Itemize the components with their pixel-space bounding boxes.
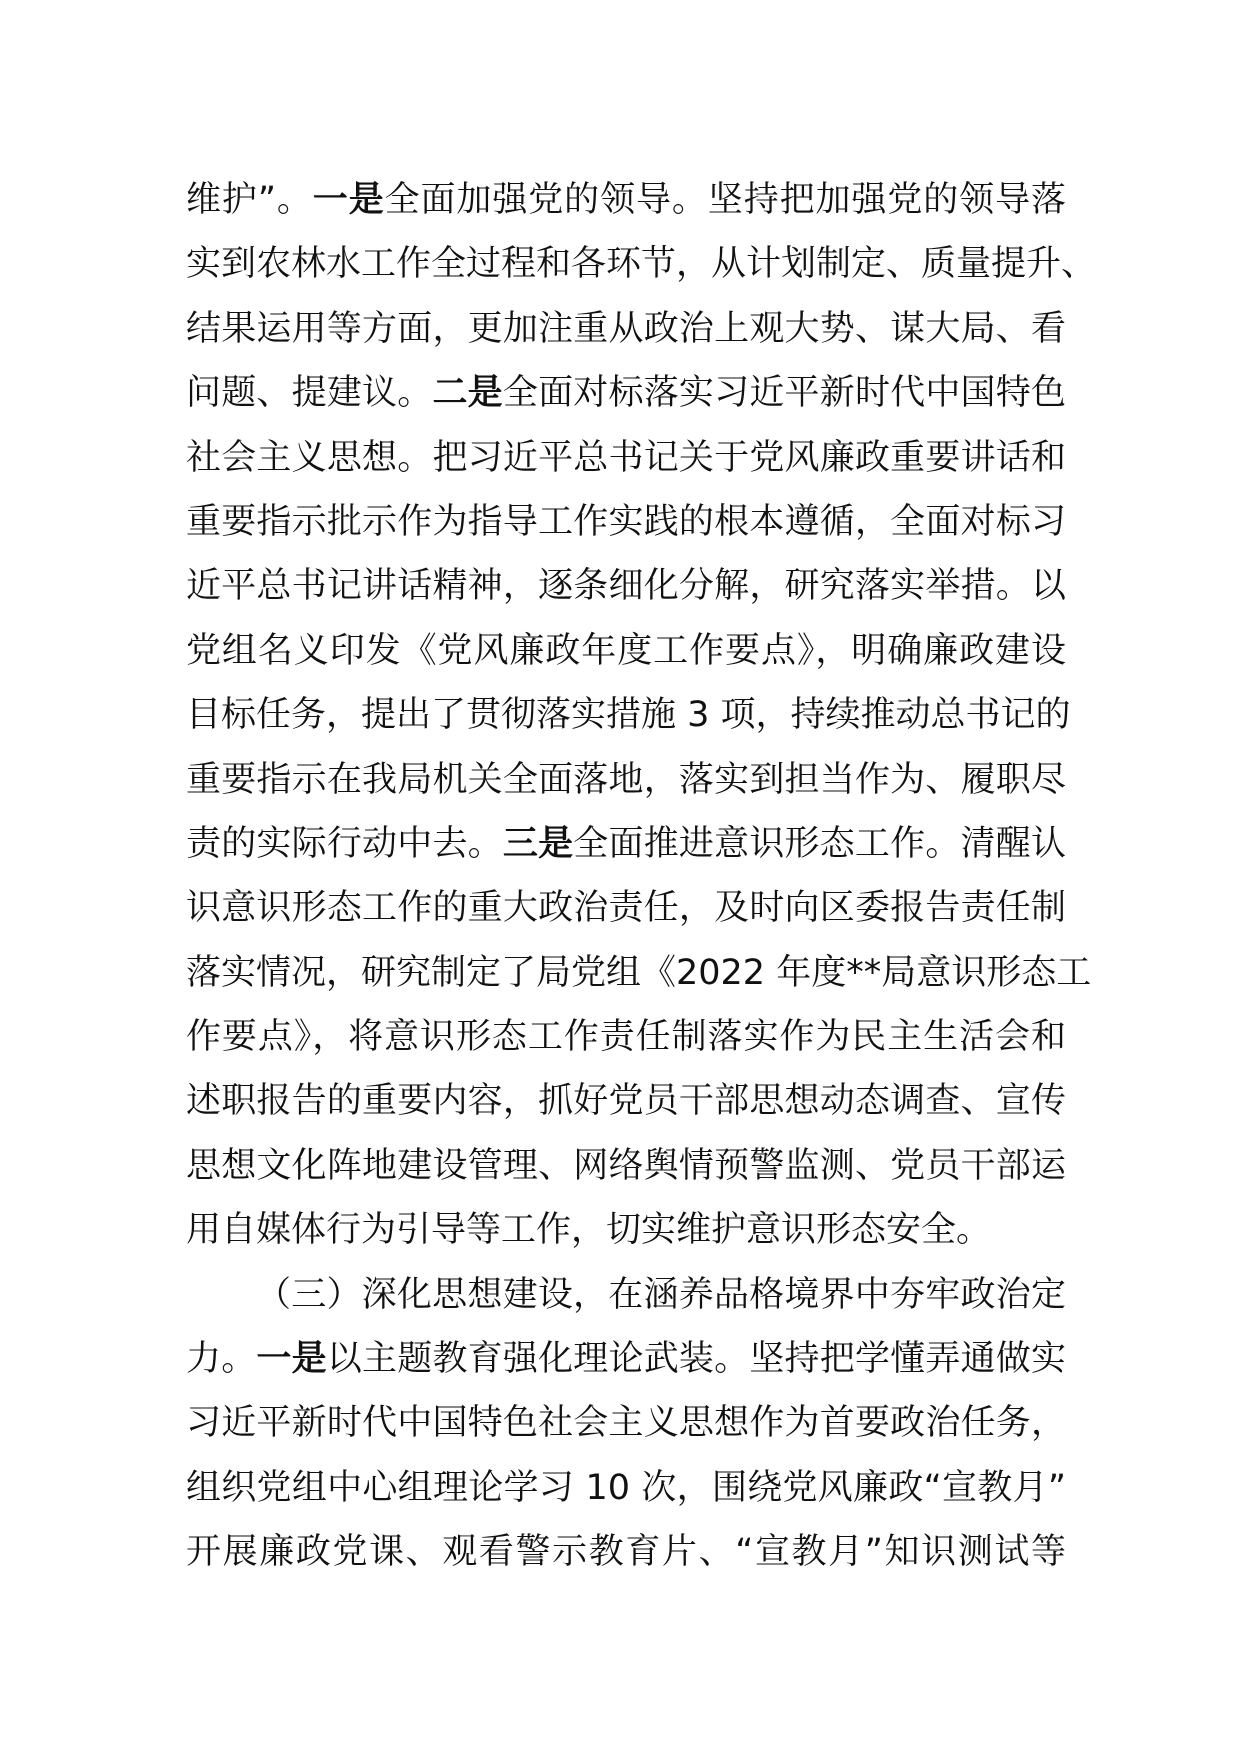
text-segment: 全面推进意识形态工作。清醒认 (573, 823, 1066, 864)
bold-keyword: 三是 (502, 823, 574, 864)
text-line (186, 1327, 1066, 1391)
text-segment: 问题、提建议。 (186, 373, 433, 414)
bold-keyword: 一是 (312, 180, 385, 220)
text-line: 目标任务，提出了贯彻落实措施 3 项，持续推动总书记的 (186, 695, 1071, 736)
text-line: 党组名义印发《党风廉政年度工作要点》，明确廉政建设 (186, 630, 1066, 671)
text-segment: 责的实际行动中去。 (186, 823, 503, 864)
text-line: 落实情况，研究制定了局党组《2022 年度**局意识形态工 (186, 952, 1092, 993)
bold-keyword: 一是 (256, 1339, 327, 1380)
text-line (186, 168, 1066, 232)
text-line: 重要指示批示作为指导工作实践的根本遵循，全面对标习 (186, 501, 1066, 542)
text-segment: 全面加强党的领导。坚持把加强党的领导落 (384, 180, 1066, 220)
text-line: 作要点》，将意识形态工作责任制落实作为民主生活会和 (186, 1017, 1066, 1058)
text-line: 习近平新时代中国特色社会主义思想作为首要政治任务， (186, 1403, 1066, 1444)
text-line: 重要指示在我局机关全面落地，落实到担当作为、履职尽 (186, 759, 1066, 800)
text-line: 述职报告的重要内容，抓好党员干部思想动态调查、宣传 (186, 1081, 1066, 1122)
text-line: 组织党组中心组理论学习 10 次，围绕党风廉政“宣教月” (186, 1467, 1066, 1508)
text-line: 识意识形态工作的重大政治责任，及时向区委报告责任制 (186, 888, 1066, 929)
text-line: 开展廉政党课、观看警示教育片、“宣教月”知识测试等 (186, 1532, 1066, 1573)
text-segment: 全面对标落实习近平新时代中国特色 (502, 373, 1066, 414)
text-segment: 维护”。 (186, 180, 313, 220)
text-line: 用自媒体行为引导等工作，切实维护意识形态安全。 (186, 1210, 992, 1251)
text-segment: 以主题教育强化理论武装。坚持把学懂弄通做实 (326, 1339, 1066, 1380)
text-line: 结果运用等方面，更加注重从政治上观大势、谋大局、看 (186, 308, 1066, 349)
document-body (186, 168, 1097, 1585)
text-line: 思想文化阵地建设管理、网络舆情预警监测、党员干部运 (186, 1145, 1066, 1186)
text-line: 社会主义思想。把习近平总书记关于党风廉政重要讲话和 (186, 437, 1066, 478)
paragraph-heading-line: （三）深化思想建设，在涵养品格境界中夯牢政治定 (256, 1274, 1066, 1315)
bold-keyword: 二是 (432, 373, 503, 414)
text-segment: 力。 (186, 1339, 257, 1380)
text-line: 实到农林水工作全过程和各环节，从计划制定、质量提升、 (186, 244, 1097, 285)
text-line: 近平总书记讲话精神，逐条细化分解，研究落实举措。以 (186, 566, 1066, 607)
text-line (186, 812, 1066, 876)
text-line (186, 361, 1066, 425)
